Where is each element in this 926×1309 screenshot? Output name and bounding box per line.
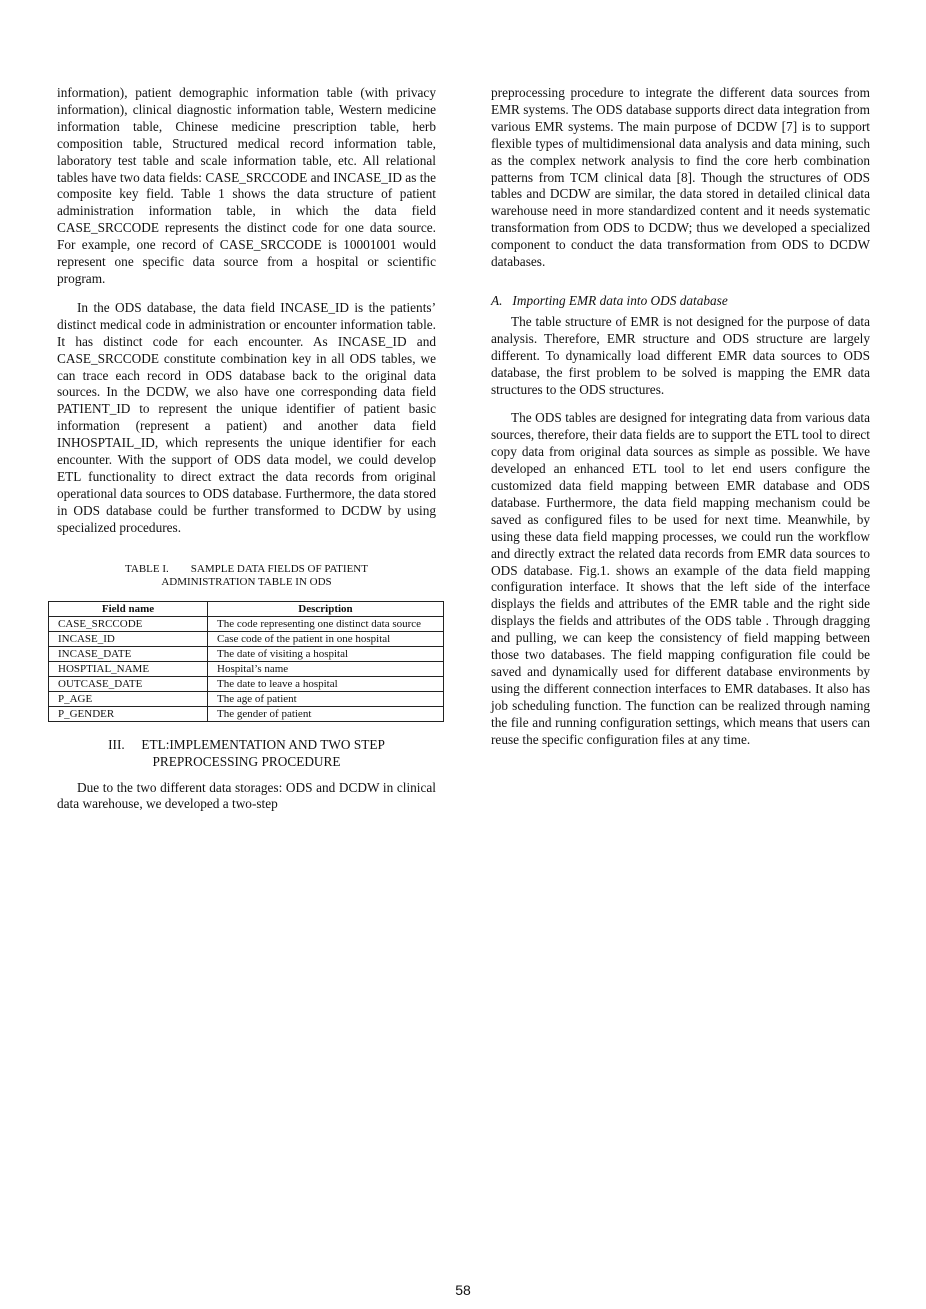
paragraph: The table structure of EMR is not designed for the purpose of data analysis. Therefore, EMR structure and ODS structure are largely different. To dynamically load different EMR data sources to ODS database, the first problem to be solved is mapping the EMR data structures to the ODS structures. [491,313,870,397]
data-table [48,601,444,722]
field-name: INCASE_ID [49,631,208,646]
field-description: The date of visiting a hospital [208,646,444,661]
table-row [49,631,444,646]
paragraph: In the ODS database, the data field INCASE_ID is the patients’ distinct medical code in administration or encounter information table. It has distinct code for each encounter. As INCASE_ID and CASE_SRCCODE constitute combination key in all ODS tables, we can trace each record in ODS database back to the original data sources. In the DCDW, we also have one corresponding data field PATIENT_ID to represent the unique identifier of patient basic information (represent a patient) and another data field INHOSPTAIL_ID, which represents the unique identifier for each encounter. With the support of ODS data model, we could develop ETL functionality to direct extract the data records from original operational data sources to ODS database. Furthermore, the data stored in ODS database could be further transformed to DCDW by using specialized procedures. [57,299,436,535]
table-caption [57,563,436,589]
table-row [49,646,444,661]
table-row [49,691,444,706]
field-name: P_GENDER [49,706,208,721]
field-description: The code representing one distinct data source [208,616,444,631]
section-heading-line: PREPROCESSING PROCEDURE [152,753,341,769]
left-column [57,85,436,825]
field-name: INCASE_DATE [49,646,208,661]
subsection-heading: A. Importing EMR data into ODS database [491,292,728,308]
section-heading [57,736,436,770]
field-description: Hospital’s name [208,661,444,676]
field-name: OUTCASE_DATE [49,676,208,691]
field-name: HOSPTIAL_NAME [49,661,208,676]
table-row [49,616,444,631]
paragraph: The ODS tables are designed for integrating data from various data sources, therefore, their data fields are to support the ETL tool to direct copy data from original data sources as simple as possible. We have developed an enhanced ETL tool to let end users configure the customized data field mapping between EMR database and ODS database. Furthermore, the data field mapping mechanism could be saved as configured files to be used for next time. Meanwhile, by using these data field mapping processes, we could run the workflow and directly extract the related data records from EMR data sources to ODS database. Fig.1. shows an example of the data field mapping configuration interface. It shows that the left side of the interface displays the fields and attributes of the EMR table and the right side displays the fields and attributes of the ODS table . Through dragging and pulling, we can keep the consistency of field mapping between those two databases. The field mapping configuration file could be saved and dynamically used for different database environments by using the different connection interfaces to EMR databases. It also has job scheduling function. The function can be realized through naming the file and running configuration settings, which means that users can reuse the specific configuration files at any time. [491,410,870,747]
field-name: P_AGE [49,691,208,706]
table-header: Description [208,601,444,616]
right-column [491,85,870,761]
table-header: Field name [49,601,208,616]
field-description: The gender of patient [208,706,444,721]
field-name: CASE_SRCCODE [49,616,208,631]
field-description: The date to leave a hospital [208,676,444,691]
section-heading-line: III. ETL:IMPLEMENTATION AND TWO STEP [108,736,385,752]
paragraph: information), patient demographic information table (with privacy information), clinical diagnostic information table, Western medicine information table, Chinese medicine prescription table, herb composition table, Structured medical record information table, laboratory test table and scale information table, etc. All relational tables have two data fields: CASE_SRCCODE and INCASE_ID as the composite key field. Table 1 shows the data structure of patient administration information table, in which the data field CASE_SRCCODE represents the distinct code for one data source. For example, one record of CASE_SRCCODE is 10001001 would represent one specific data source from a hospital or scientific program. [57,85,436,286]
paragraph: Due to the two different data storages: ODS and DCDW in clinical data warehouse, we developed a two-step [57,779,436,812]
table-header-row [49,601,444,616]
table-caption-line: ADMINISTRATION TABLE IN ODS [161,575,332,588]
table-row [49,676,444,691]
field-description: The age of patient [208,691,444,706]
table-row [49,706,444,721]
field-description: Case code of the patient in one hospital [208,631,444,646]
page-number: 58 [455,1282,471,1298]
table-caption-line: TABLE I. SAMPLE DATA FIELDS OF PATIENT [125,562,368,575]
table-row [49,661,444,676]
paragraph: preprocessing procedure to integrate the different data sources from EMR systems. The ODS database supports direct data integration from various EMR systems. The main purpose of DCDW [7] is to support flexible types of multidimensional data analysis and data mining, such as the complex network analysis to find the core herb combination patterns from TCM clinical data [8]. Though the structures of ODS tables and DCDW are similar, the data stored in detailed clinical data warehouse need in more standardized content and it needs systematic transformation from ODS to DCDW; thus we developed a specialized component to conduct the data transformation from ODS to DCDW databases. [491,85,870,270]
